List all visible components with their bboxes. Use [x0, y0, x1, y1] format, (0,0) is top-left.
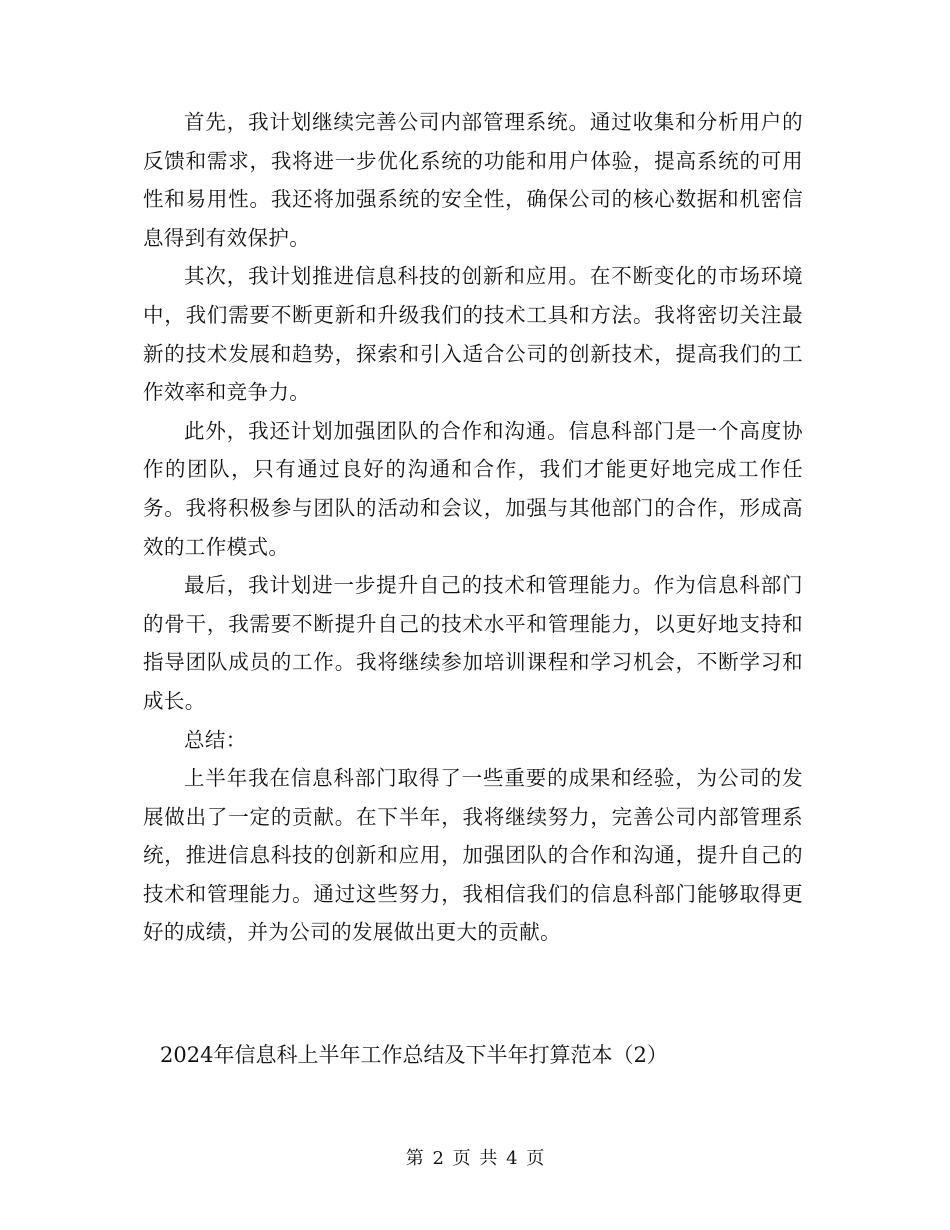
page-number-footer: 第 2 页 共 4 页	[405, 1148, 545, 1169]
paragraph-plan-innovation: 其次，我计划推进信息科技的创新和应用。在不断变化的市场环境中，我们需要不断更新和升级我们的技术工具和方法。我将密切关注最新的技术发展和趋势，探索和引入适合公司的创新技术，提高我们的工作效率和竞争力。	[143, 264, 803, 405]
section-heading: 2024年信息科上半年工作总结及下半年打算范本（2）	[160, 1043, 668, 1067]
paragraph-summary: 上半年我在信息科部门取得了一些重要的成果和经验，为公司的发展做出了一定的贡献。在下半年，我将继续努力，完善公司内部管理系统，推进信息科技的创新和应用，加强团队的合作和沟通，提升自己的技术和管理能力。通过这些努力，我相信我们的信息科部门能够取得更好的成绩，并为公司的发展做出更大的贡献。	[143, 766, 803, 945]
paragraph-plan-skills: 最后，我计划进一步提升自己的技术和管理能力。作为信息科部门的骨干，我需要不断提升自己的技术水平和管理能力，以更好地支持和指导团队成员的工作。我将继续参加培训课程和学习机会，不断学习和成长。	[143, 573, 803, 713]
paragraph-plan-teamwork: 此外，我还计划加强团队的合作和沟通。信息科部门是一个高度协作的团队，只有通过良好的沟通和合作，我们才能更好地完成工作任务。我将积极参与团队的活动和会议，加强与其他部门的合作，形成高效的工作模式。	[143, 418, 803, 559]
paragraph-plan-system: 首先，我计划继续完善公司内部管理系统。通过收集和分析用户的反馈和需求，我将进一步优化系统的功能和用户体验，提高系统的可用性和易用性。我还将加强系统的安全性，确保公司的核心数据和机密信息得到有效保护。	[143, 110, 803, 250]
summary-label: 总结：	[184, 727, 247, 752]
body-text	[143, 103, 803, 952]
